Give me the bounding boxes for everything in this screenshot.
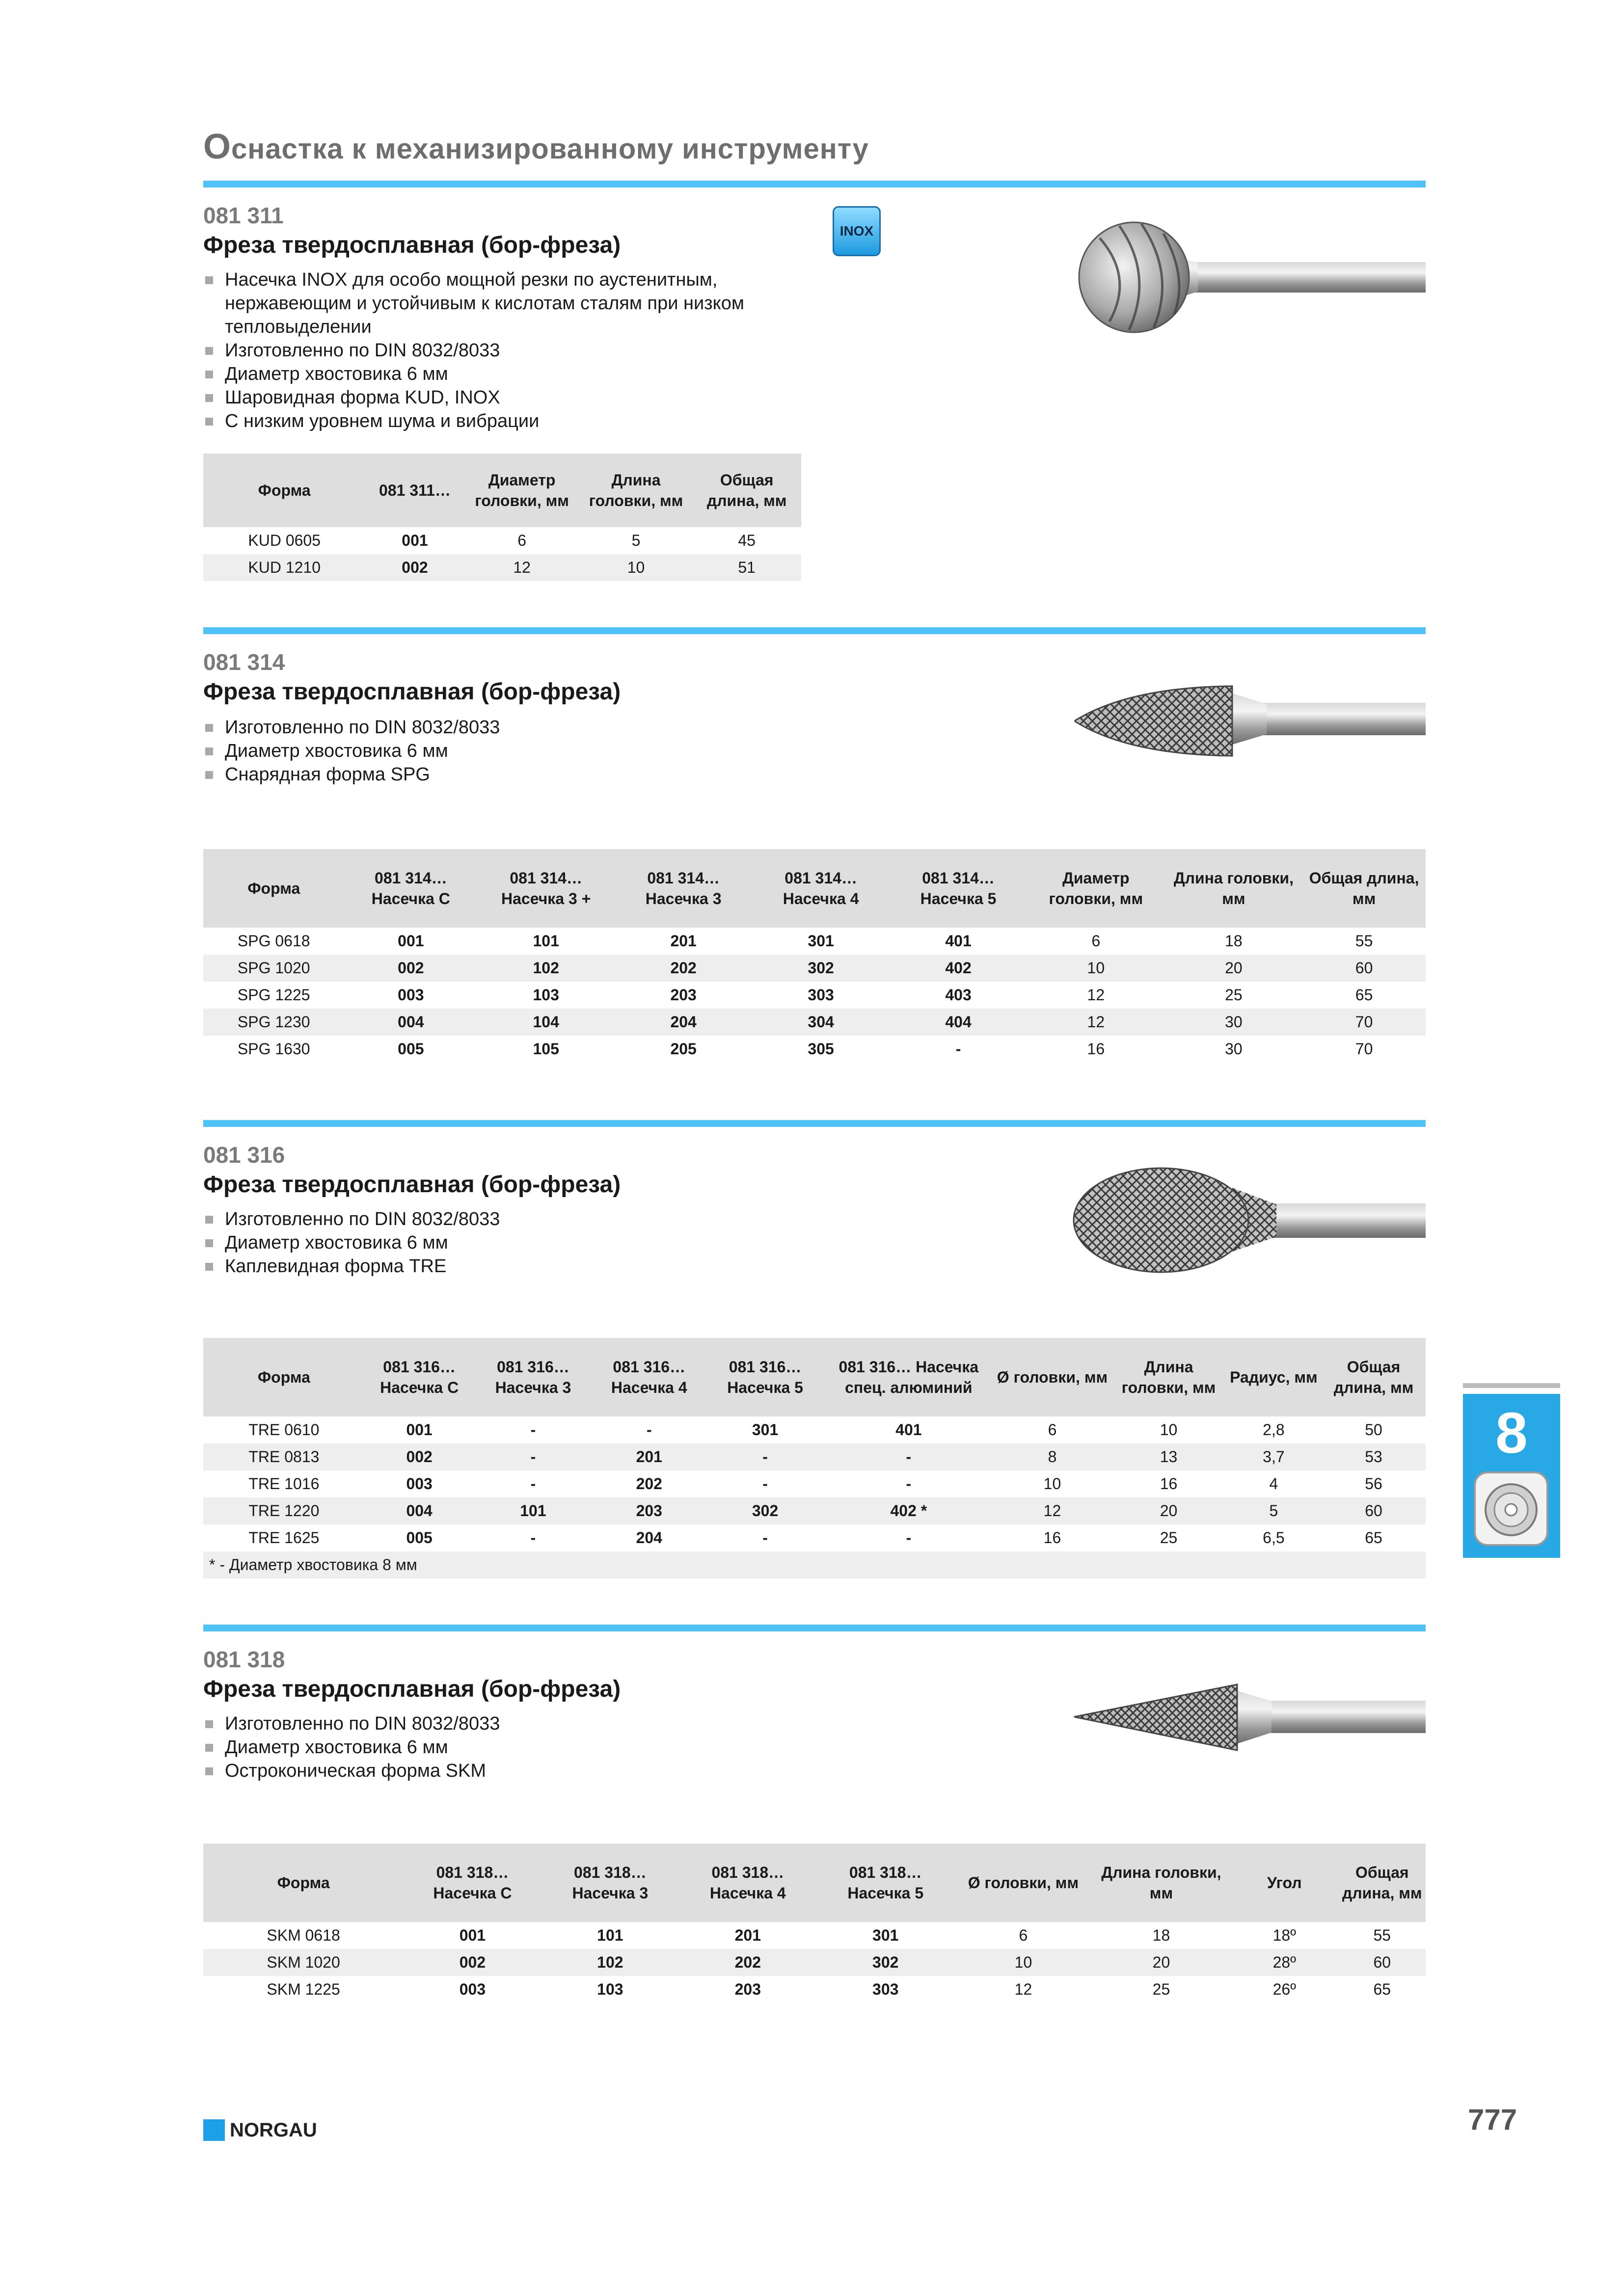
table-cell: 301 <box>752 1421 779 1439</box>
chapter-tab-divider <box>1463 1383 1560 1388</box>
table-cell: 65 <box>1373 1980 1391 1998</box>
table-cell: 203 <box>592 1497 706 1524</box>
table-cell: 401 <box>895 1421 922 1439</box>
feature-item: Диаметр хвостовика 6 мм <box>203 362 812 386</box>
table-cell: 56 <box>1365 1475 1382 1493</box>
table-cell: 12 <box>993 1497 1112 1524</box>
table-cell: 303 <box>872 1980 899 1998</box>
table-row <box>203 955 1426 982</box>
table-cell: 65 <box>1365 1529 1382 1547</box>
table-header: Длина головки, мм <box>1111 1338 1226 1416</box>
table-header: 081 316… Насечка С <box>365 1338 474 1416</box>
table-cell: 005 <box>398 1040 424 1058</box>
feature-item: Остроконическая форма SKM <box>203 1759 812 1783</box>
product-title: Фреза твердосплавная (бор-фреза) <box>203 232 621 258</box>
table-cell: 60 <box>1322 1497 1426 1524</box>
table-header: Ø головки, мм <box>954 1843 1092 1922</box>
table-header: Длина головки, мм <box>580 454 693 527</box>
table-cell: 402 <box>890 955 1027 982</box>
table-cell: 45 <box>738 532 756 549</box>
table-cell: 103 <box>533 986 559 1004</box>
table-header: Длина головки, мм <box>1165 849 1303 928</box>
ball-burr-image <box>1070 216 1426 334</box>
table-row <box>203 1497 1426 1524</box>
table-header: Форма <box>203 1338 365 1416</box>
table-cell: 002 <box>404 1949 541 1976</box>
table-cell: 002 <box>365 1443 474 1470</box>
feature-item: Изготовленно по DIN 8032/8033 <box>203 716 812 739</box>
feature-list <box>203 716 812 786</box>
spec-table-081318 <box>203 1843 1426 2003</box>
table-cell: - <box>646 1421 652 1439</box>
table-cell: 002 <box>365 554 464 581</box>
table-cell: 201 <box>670 932 697 950</box>
table-cell: 16 <box>1160 1475 1178 1493</box>
feature-item: Диаметр хвостовика 6 мм <box>203 1231 812 1255</box>
table-cell: 60 <box>1339 1949 1426 1976</box>
table-cell: 304 <box>752 1009 890 1036</box>
table-cell: 001 <box>406 1421 433 1439</box>
table-header: 081 316… Насечка спец. алюминий <box>824 1338 993 1416</box>
table-cell: 301 <box>808 932 834 950</box>
table-cell: 10 <box>1043 1475 1061 1493</box>
product-code: 081 311 <box>203 203 284 228</box>
table-cell: 55 <box>1355 932 1373 950</box>
feature-list <box>203 1712 812 1783</box>
table-cell: 6 <box>1048 1421 1057 1439</box>
table-cell: 101 <box>533 932 559 950</box>
bullet-burr-image <box>1070 672 1426 771</box>
table-cell: 60 <box>1302 955 1426 982</box>
table-cell: 18 <box>1225 932 1243 950</box>
table-cell: 101 <box>474 1497 593 1524</box>
table-cell: - <box>906 1475 912 1493</box>
table-cell: TRE 0610 <box>248 1421 320 1439</box>
table-cell: 305 <box>808 1040 834 1058</box>
table-cell: 204 <box>636 1529 662 1547</box>
table-cell: 403 <box>945 986 972 1004</box>
table-cell: 10 <box>1160 1421 1178 1439</box>
table-cell: 005 <box>406 1529 433 1547</box>
table-header: 081 314… Насечка 3 + <box>477 849 615 928</box>
table-header: Ø головки, мм <box>993 1338 1112 1416</box>
chapter-number: 8 <box>1495 1401 1528 1466</box>
table-cell: 301 <box>872 1926 899 1944</box>
product-title: Фреза твердосплавная (бор-фреза) <box>203 679 621 705</box>
table-cell: 203 <box>734 1980 761 1998</box>
table-header: Общая длина, мм <box>1339 1843 1426 1922</box>
feature-list <box>203 1207 812 1278</box>
table-header: 081 318… Насечка С <box>404 1843 541 1922</box>
table-cell: 12 <box>1027 1009 1165 1036</box>
table-cell: 25 <box>1160 1529 1178 1547</box>
table-cell: 28º <box>1230 1949 1339 1976</box>
feature-item: Диаметр хвостовика 6 мм <box>203 739 812 763</box>
table-cell: KUD 0605 <box>248 532 321 549</box>
table-cell: 4 <box>1269 1475 1278 1493</box>
table-header: Диаметр головки, мм <box>464 454 580 527</box>
table-cell: TRE 1625 <box>248 1529 320 1547</box>
table-cell: - <box>530 1475 536 1493</box>
table-cell: 51 <box>692 554 801 581</box>
section-divider <box>203 627 1426 634</box>
table-row <box>203 527 801 554</box>
table-header: 081 318… Насечка 3 <box>541 1843 679 1922</box>
table-cell: - <box>955 1040 961 1058</box>
table-header: Форма <box>203 849 344 928</box>
table-cell: 10 <box>954 1949 1092 1976</box>
spec-table-081316 <box>203 1338 1426 1578</box>
table-row <box>203 1470 1426 1497</box>
table-cell: - <box>762 1475 768 1493</box>
inox-badge: INOX <box>833 206 881 256</box>
product-code: 081 316 <box>203 1142 285 1168</box>
table-cell: - <box>906 1529 912 1547</box>
product-code: 081 314 <box>203 649 285 675</box>
feature-list <box>203 268 812 433</box>
table-cell: 004 <box>365 1497 474 1524</box>
table-header: 081 318… Насечка 5 <box>817 1843 954 1922</box>
table-header: Радиус, мм <box>1226 1338 1322 1416</box>
table-cell: 102 <box>541 1949 679 1976</box>
table-cell: - <box>762 1529 768 1547</box>
table-cell: 404 <box>890 1009 1027 1036</box>
product-code: 081 318 <box>203 1647 285 1672</box>
table-cell: 65 <box>1355 986 1373 1004</box>
table-cell: 402 * <box>824 1497 993 1524</box>
table-cell: 16 <box>1043 1529 1061 1547</box>
table-cell: 203 <box>670 986 697 1004</box>
table-cell: 303 <box>808 986 834 1004</box>
table-header: 081 316… Насечка 3 <box>474 1338 593 1416</box>
page-title: Оснастка к механизированному инструменту <box>203 127 869 166</box>
table-cell: 101 <box>597 1926 623 1944</box>
table-row <box>203 1009 1426 1036</box>
table-cell: 102 <box>477 955 615 982</box>
table-cell: 105 <box>533 1040 559 1058</box>
spec-table-081311 <box>203 454 801 581</box>
table-header: 081 316… Насечка 4 <box>592 1338 706 1416</box>
table-cell: 30 <box>1225 1040 1243 1058</box>
table-cell: 6 <box>1019 1926 1028 1944</box>
table-row <box>203 1443 1426 1470</box>
table-cell: 3,7 <box>1226 1443 1322 1470</box>
page-number: 777 <box>1468 2103 1517 2136</box>
table-cell: 002 <box>344 955 477 982</box>
table-cell: - <box>530 1529 536 1547</box>
section-divider <box>203 181 1426 187</box>
table-cell: 003 <box>406 1475 433 1493</box>
feature-item: Изготовленно по DIN 8032/8033 <box>203 1207 812 1231</box>
table-footnote: * - Диаметр хвостовика 8 мм <box>203 1551 1426 1578</box>
table-cell: SKM 1225 <box>267 1980 340 1998</box>
table-cell: 205 <box>670 1040 697 1058</box>
table-cell: 20 <box>1092 1949 1230 1976</box>
table-cell: 204 <box>615 1009 752 1036</box>
table-cell: 302 <box>817 1949 954 1976</box>
table-header: Длина головки, мм <box>1092 1843 1230 1922</box>
table-cell: 55 <box>1373 1926 1391 1944</box>
table-header: 081 314… Насечка 5 <box>890 849 1027 928</box>
table-cell: 20 <box>1111 1497 1226 1524</box>
table-cell: 202 <box>615 955 752 982</box>
table-cell: 16 <box>1087 1040 1105 1058</box>
table-cell: 12 <box>1014 1980 1032 1998</box>
table-cell: SKM 1020 <box>203 1949 404 1976</box>
table-cell: 202 <box>636 1475 662 1493</box>
table-cell: 50 <box>1365 1421 1382 1439</box>
table-cell: 12 <box>464 554 580 581</box>
table-note-row <box>203 1551 1426 1578</box>
table-header: Общая длина, мм <box>692 454 801 527</box>
table-cell: 70 <box>1355 1040 1373 1058</box>
table-cell: 201 <box>734 1926 761 1944</box>
table-row <box>203 982 1426 1009</box>
table-cell: 8 <box>993 1443 1112 1470</box>
table-header: Общая длина, мм <box>1322 1338 1426 1416</box>
grinding-disc-icon <box>1473 1470 1549 1547</box>
table-cell: 104 <box>477 1009 615 1036</box>
table-cell: 401 <box>945 932 972 950</box>
table-cell: 001 <box>398 932 424 950</box>
feature-item: Каплевидная форма TRE <box>203 1255 812 1278</box>
table-cell: 12 <box>1087 986 1105 1004</box>
table-cell: 103 <box>597 1980 623 1998</box>
table-cell: SKM 0618 <box>267 1926 340 1944</box>
table-header: Общая длина, мм <box>1302 849 1426 928</box>
table-cell: 18º <box>1272 1926 1296 1944</box>
table-cell: 6 <box>1091 932 1101 950</box>
table-header: 081 316… Насечка 5 <box>706 1338 824 1416</box>
table-header: 081 314… Насечка 3 <box>615 849 752 928</box>
table-row <box>203 928 1426 955</box>
table-cell: 2,8 <box>1263 1421 1285 1439</box>
section-divider <box>203 1120 1426 1127</box>
table-cell: 001 <box>459 1926 486 1944</box>
spec-table-081314 <box>203 849 1426 1063</box>
feature-item: Диаметр хвостовика 6 мм <box>203 1735 812 1759</box>
table-cell: KUD 1210 <box>203 554 365 581</box>
table-cell: 26º <box>1272 1980 1296 1998</box>
table-cell: TRE 1016 <box>248 1475 320 1493</box>
table-cell: 201 <box>592 1443 706 1470</box>
brand-logo: NORGAU <box>230 2119 317 2141</box>
table-cell: - <box>706 1443 824 1470</box>
table-cell: 5 <box>1226 1497 1322 1524</box>
table-cell: 6 <box>517 532 527 549</box>
table-header: 081 311… <box>365 454 464 527</box>
table-header: 081 314… Насечка 4 <box>752 849 890 928</box>
table-cell: 302 <box>752 955 890 982</box>
table-cell: SPG 1630 <box>237 1040 310 1058</box>
table-cell: 001 <box>402 532 428 549</box>
table-row <box>203 554 801 581</box>
table-cell: 18 <box>1152 1926 1170 1944</box>
feature-item: Снарядная форма SPG <box>203 763 812 786</box>
table-header: 081 318… Насечка 4 <box>679 1843 816 1922</box>
table-header: Диаметр головки, мм <box>1027 849 1165 928</box>
table-cell: 53 <box>1322 1443 1426 1470</box>
table-cell: 003 <box>459 1980 486 1998</box>
table-cell: 003 <box>398 986 424 1004</box>
table-row <box>203 1524 1426 1551</box>
table-cell: 6,5 <box>1263 1529 1285 1547</box>
table-row <box>203 1036 1426 1063</box>
table-cell: 13 <box>1111 1443 1226 1470</box>
table-header: 081 314… Насечка С <box>344 849 477 928</box>
product-title: Фреза твердосплавная (бор-фреза) <box>203 1676 621 1702</box>
table-cell: 20 <box>1165 955 1303 982</box>
drop-burr-image <box>1070 1158 1426 1281</box>
table-cell: SPG 0618 <box>237 932 310 950</box>
feature-item: Насечка INOX для особо мощной резки по аустенитным, нержавеющим и устойчивым к кислотам сталям при низком тепловыделении <box>203 268 812 339</box>
table-cell: 30 <box>1165 1009 1303 1036</box>
table-cell: 25 <box>1152 1980 1170 1998</box>
cone-burr-image <box>1070 1674 1426 1762</box>
table-cell: SPG 1225 <box>237 986 310 1004</box>
table-cell: 5 <box>631 532 641 549</box>
norgau-logo-icon <box>203 2119 225 2141</box>
table-cell: SPG 1020 <box>203 955 344 982</box>
table-cell: 10 <box>580 554 693 581</box>
table-cell: 25 <box>1225 986 1243 1004</box>
feature-item: С низким уровнем шума и вибрации <box>203 409 812 433</box>
table-row <box>203 1416 1426 1443</box>
table-header: Форма <box>203 1843 404 1922</box>
feature-item: Изготовленно по DIN 8032/8033 <box>203 1712 812 1735</box>
table-cell: TRE 1220 <box>203 1497 365 1524</box>
table-cell: 70 <box>1302 1009 1426 1036</box>
table-cell: 202 <box>679 1949 816 1976</box>
feature-item: Изготовленно по DIN 8032/8033 <box>203 339 812 362</box>
table-cell: - <box>474 1443 593 1470</box>
table-header: Угол <box>1230 1843 1339 1922</box>
feature-item: Шаровидная форма KUD, INOX <box>203 386 812 409</box>
table-row <box>203 1922 1426 1949</box>
section-divider <box>203 1625 1426 1631</box>
table-cell: 302 <box>706 1497 824 1524</box>
table-cell: 004 <box>344 1009 477 1036</box>
table-cell: - <box>824 1443 993 1470</box>
product-title: Фреза твердосплавная (бор-фреза) <box>203 1172 621 1198</box>
table-cell: 10 <box>1027 955 1165 982</box>
table-cell: SPG 1230 <box>203 1009 344 1036</box>
table-row <box>203 1976 1426 2003</box>
table-row <box>203 1949 1426 1976</box>
table-cell: TRE 0813 <box>203 1443 365 1470</box>
table-header: Форма <box>203 454 365 527</box>
table-cell: - <box>530 1421 536 1439</box>
